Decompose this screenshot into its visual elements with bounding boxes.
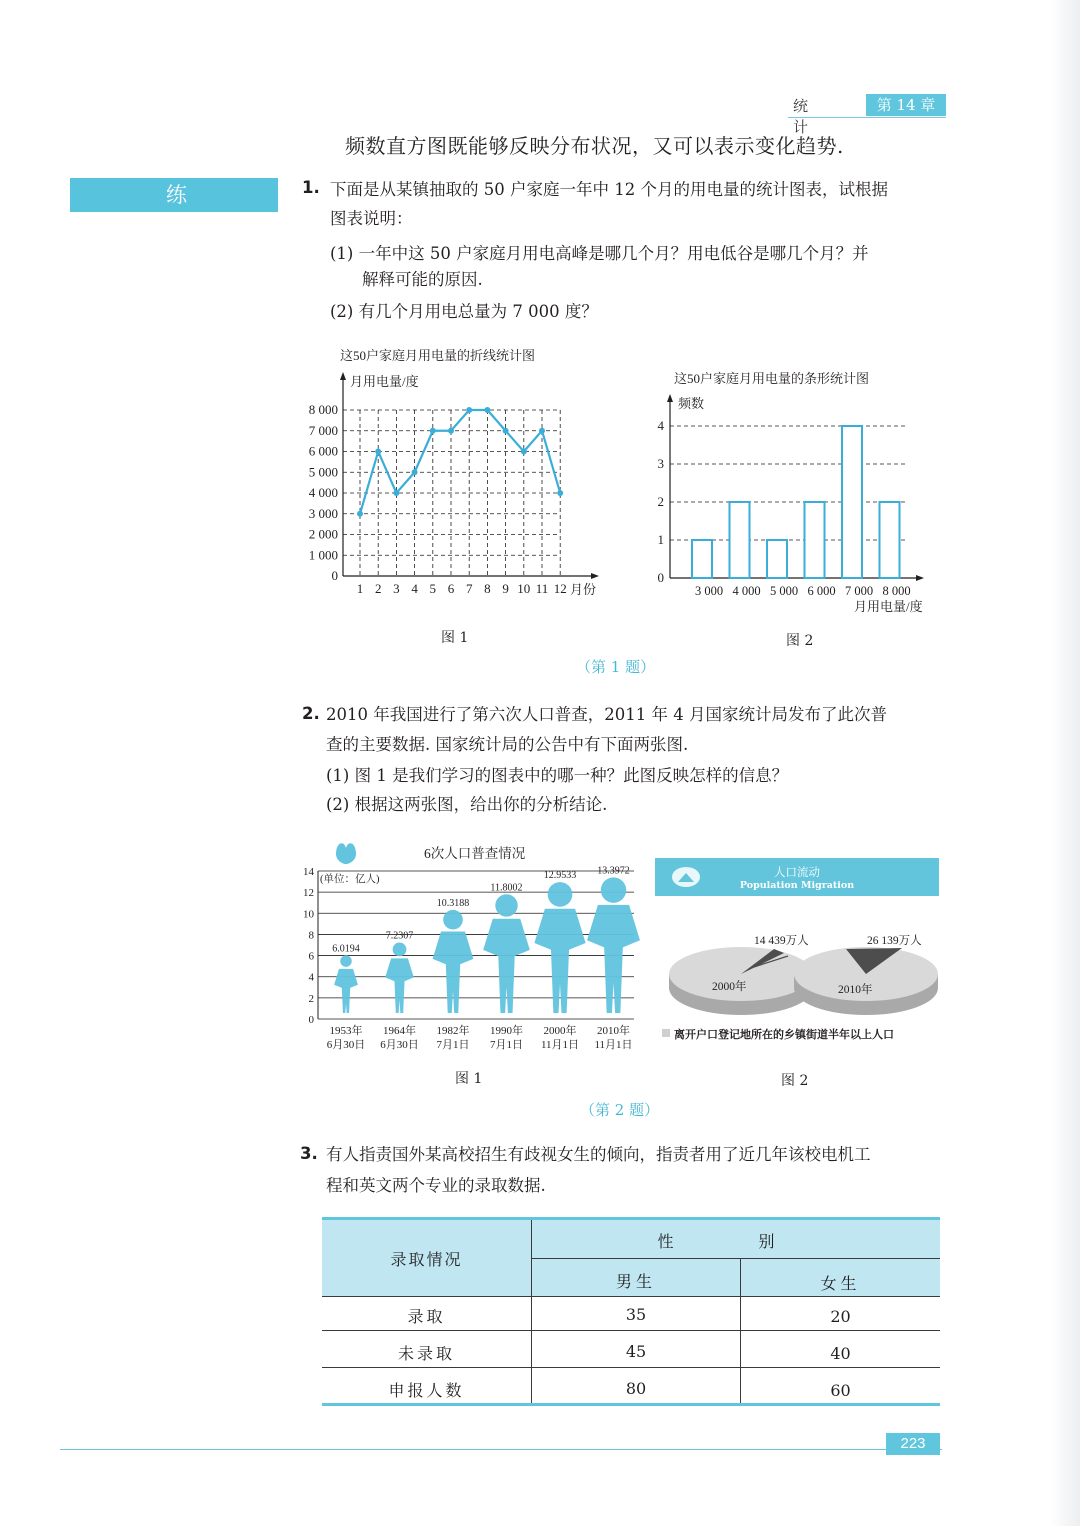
census-value-label: 11.8002 bbox=[490, 882, 523, 894]
census-y-tick-label: 10 bbox=[303, 908, 314, 921]
header-section: 统 计 bbox=[793, 97, 835, 136]
page-edge-shade bbox=[1050, 0, 1080, 1526]
q3-text-line1: 有人指责国外某高校招生有歧视女生的倾向，指责者用了近几年该校电机工 bbox=[326, 1145, 871, 1164]
line-y-tick-label: 5 000 bbox=[308, 464, 338, 480]
census-y-tick-label: 2 bbox=[308, 992, 314, 1005]
census-person-figure bbox=[334, 955, 358, 1013]
q2-fig2-caption: 图 2 bbox=[781, 1073, 809, 1089]
census-y-tick-label: 12 bbox=[303, 887, 314, 900]
census-x-label-date: 11月1日 bbox=[594, 1039, 633, 1051]
census-figure-head bbox=[601, 877, 626, 902]
census-figure-head bbox=[443, 910, 463, 930]
line-point bbox=[466, 407, 472, 413]
census-y-tick-label: 8 bbox=[308, 929, 314, 942]
bar-chart-title: 这50户家庭月用电量的条形统计图 bbox=[674, 371, 870, 386]
q1-number: 1. bbox=[302, 178, 320, 197]
bar-x-arrow bbox=[916, 575, 924, 581]
line-series bbox=[360, 410, 560, 514]
migration-legend-swatch bbox=[662, 1029, 670, 1037]
line-point bbox=[430, 428, 436, 434]
census-figure-body bbox=[483, 919, 530, 1013]
census-x-label-date: 7月1日 bbox=[436, 1039, 470, 1051]
bar bbox=[767, 540, 787, 578]
census-x-label-date: 11月1日 bbox=[540, 1039, 580, 1051]
line-x-tick-label: 6 bbox=[447, 581, 455, 596]
census-x-label-year: 2010年 bbox=[597, 1025, 630, 1037]
table-cell: 20 bbox=[830, 1307, 851, 1326]
bar-y-tick-label: 2 bbox=[657, 494, 664, 509]
census-figure-body bbox=[385, 958, 414, 1013]
migration-year-2000: 2000年 bbox=[712, 981, 747, 993]
bar-x-tick-label: 5 000 bbox=[769, 584, 799, 598]
line-point bbox=[357, 511, 363, 517]
q1-fig2-caption: 图 2 bbox=[786, 633, 814, 649]
census-figure-head bbox=[393, 943, 407, 957]
footer-rule bbox=[60, 1449, 942, 1450]
census-figure-body bbox=[587, 905, 640, 1013]
q1-sub1-line1: (1) 一年中这 50 户家庭月用电高峰是哪几个月？用电低谷是哪几个月？并 bbox=[330, 244, 869, 263]
migration-year-2010: 2010年 bbox=[838, 984, 873, 996]
census-y-tick-label: 0 bbox=[308, 1014, 314, 1026]
q2-number: 2. bbox=[302, 704, 320, 723]
bar-x-tick-label: 6 000 bbox=[807, 584, 836, 598]
line-y-tick-label: 7 000 bbox=[308, 422, 338, 438]
bar-x-tick-label: 7 000 bbox=[844, 584, 874, 598]
q3-text-line2: 程和英文两个专业的录取数据. bbox=[326, 1176, 546, 1195]
table-cell: 60 bbox=[830, 1381, 851, 1400]
bar-y-tick-label: 1 bbox=[657, 532, 664, 547]
table-col-male: 男生 bbox=[615, 1272, 656, 1291]
q1-text-line1: 下面是从某镇抽取的 50 户家庭一年中 12 个月的用电量的统计图表，试根据 bbox=[330, 180, 888, 199]
census-person-figure bbox=[587, 877, 640, 1013]
census-person-figure bbox=[534, 882, 585, 1013]
table-group-header: 性 别 bbox=[657, 1232, 815, 1251]
q1-caption: （第 1 题） bbox=[576, 658, 656, 676]
table-cell: 45 bbox=[625, 1342, 647, 1361]
bar bbox=[730, 502, 750, 578]
bar bbox=[880, 502, 900, 578]
q2-sub2: (2) 根据这两张图，给出你的分析结论. bbox=[326, 795, 608, 814]
census-x-label-year: 1990年 bbox=[490, 1025, 523, 1037]
line-x-tick-label: 1 bbox=[356, 581, 364, 596]
q2-caption: （第 2 题） bbox=[580, 1101, 660, 1119]
lead-text: 频数直方图既能够反映分布状况，又可以表示变化趋势. bbox=[345, 134, 844, 158]
migration-legend: 离开户口登记地所在的乡镇街道半年以上人口 bbox=[674, 1029, 894, 1040]
census-value-label: 10.3188 bbox=[436, 897, 470, 909]
census-title: 6次人口普查情况 bbox=[424, 846, 526, 861]
line-x-tick-label: 7 bbox=[465, 581, 473, 596]
migration-title-cn: 人口流动 bbox=[774, 865, 820, 879]
line-point bbox=[521, 449, 527, 455]
census-x-label-date: 6月30日 bbox=[380, 1039, 419, 1051]
table-cell: 35 bbox=[625, 1305, 647, 1324]
census-x-label-date: 7月1日 bbox=[490, 1039, 523, 1051]
line-x-tick-label: 9 bbox=[502, 581, 509, 596]
migration-banner bbox=[655, 858, 939, 896]
bar-chart bbox=[630, 362, 948, 622]
q1-sub1-line2: 解释可能的原因. bbox=[362, 270, 483, 289]
line-point bbox=[557, 490, 563, 496]
line-x-tick-label: 5 bbox=[429, 581, 437, 596]
line-x-arrow bbox=[591, 573, 599, 579]
census-figure-head bbox=[340, 955, 351, 966]
census-y-tick-label: 14 bbox=[303, 866, 314, 878]
q2-fig1-caption: 图 1 bbox=[455, 1071, 483, 1087]
census-unit: (单位：亿人) bbox=[320, 874, 380, 885]
table-row-label: 申报人数 bbox=[388, 1381, 465, 1400]
census-x-label-year: 1964年 bbox=[383, 1025, 416, 1037]
census-chart bbox=[298, 836, 644, 1058]
q2-text-line2: 查的主要数据. 国家统计局的公告中有下面两张图. bbox=[326, 735, 689, 754]
census-value-label: 7.2307 bbox=[385, 930, 414, 942]
bar bbox=[692, 540, 712, 578]
migration-2010-value: 26 139万人 bbox=[867, 935, 922, 947]
line-x-tick-label: 11 bbox=[535, 581, 549, 596]
bar-y-tick-label: 4 bbox=[657, 418, 664, 433]
line-point bbox=[448, 428, 454, 434]
pie-2010 bbox=[794, 947, 938, 1015]
q1-fig1-caption: 图 1 bbox=[441, 630, 469, 646]
line-chart-xlabel: 月份 bbox=[570, 582, 597, 597]
census-x-label-year: 2000年 bbox=[543, 1025, 577, 1037]
bar-y-tick-label: 3 bbox=[657, 456, 664, 471]
bar bbox=[805, 502, 825, 578]
migration-2000-value: 14 439万人 bbox=[754, 935, 809, 947]
line-y-tick-label: 3 000 bbox=[308, 505, 338, 521]
census-figure-body bbox=[334, 969, 358, 1013]
q1-sub2: (2) 有几个月用电总量为 7 000 度？ bbox=[330, 302, 598, 321]
census-figure-head bbox=[548, 882, 573, 907]
census-x-label-year: 1953年 bbox=[329, 1025, 363, 1037]
bar-x-tick-label: 8 000 bbox=[882, 584, 911, 598]
census-figure-head bbox=[495, 894, 517, 916]
line-y-tick-label: 4 000 bbox=[308, 485, 338, 500]
q2-text-line1: 2010 年我国进行了第六次人口普查，2011 年 4 月国家统计局发布了此次普 bbox=[326, 705, 887, 724]
line-point bbox=[375, 449, 381, 455]
census-person-figure bbox=[385, 943, 414, 1013]
line-x-tick-label: 2 bbox=[374, 581, 382, 596]
header-chapter: 第 14 章 bbox=[866, 94, 946, 116]
table-row-label: 未录取 bbox=[397, 1344, 455, 1363]
line-point bbox=[393, 490, 399, 496]
header-rule bbox=[788, 117, 946, 118]
table-row-label: 录取 bbox=[407, 1307, 446, 1326]
line-x-tick-label: 8 bbox=[484, 581, 491, 596]
census-value-label: 13.3972 bbox=[597, 865, 630, 877]
table-cell: 40 bbox=[830, 1344, 851, 1363]
census-x-label-date: 6月30日 bbox=[326, 1039, 366, 1051]
line-x-tick-label: 3 bbox=[393, 581, 400, 596]
bar bbox=[842, 426, 862, 578]
line-y-tick-label: 1 000 bbox=[308, 547, 338, 563]
bar-x-tick-label: 4 000 bbox=[732, 584, 761, 598]
census-y-tick-label: 6 bbox=[308, 950, 314, 963]
line-chart-ylabel: 月用电量/度 bbox=[350, 374, 419, 389]
census-value-label: 6.0194 bbox=[332, 943, 360, 955]
line-x-tick-label: 10 bbox=[517, 581, 531, 596]
census-person-figure bbox=[483, 894, 530, 1013]
line-point bbox=[412, 469, 418, 475]
q1-text-line2: 图表说明： bbox=[330, 209, 413, 228]
migration-title-en: Population Migration bbox=[739, 880, 855, 891]
page-number: 223 bbox=[886, 1433, 940, 1455]
table-corner: 录取情况 bbox=[390, 1250, 463, 1269]
line-y-tick-label: 0 bbox=[331, 568, 338, 583]
bar-chart-xlabel: 月用电量/度 bbox=[854, 599, 923, 614]
line-x-tick-label: 12 bbox=[553, 581, 567, 596]
bar-x-tick-label: 3 000 bbox=[694, 584, 724, 598]
line-y-tick-label: 2 000 bbox=[308, 526, 338, 542]
bar-y-tick-label: 0 bbox=[657, 570, 664, 585]
line-point bbox=[539, 428, 545, 434]
admission-table bbox=[322, 1217, 940, 1407]
line-chart-title: 这50户家庭月用电量的折线统计图 bbox=[340, 348, 536, 363]
table-col-female: 女生 bbox=[820, 1274, 861, 1293]
census-figure-body bbox=[534, 909, 585, 1013]
census-value-label: 12.9533 bbox=[543, 870, 577, 882]
census-figure-body bbox=[433, 932, 474, 1013]
line-point bbox=[503, 428, 509, 434]
line-point bbox=[484, 407, 490, 413]
census-x-label-year: 1982年 bbox=[436, 1025, 470, 1037]
practice-tag bbox=[70, 178, 278, 241]
table-cell: 80 bbox=[625, 1379, 647, 1398]
census-y-tick-label: 4 bbox=[308, 971, 314, 984]
line-y-tick-label: 6 000 bbox=[308, 443, 338, 459]
line-chart bbox=[296, 342, 616, 610]
q3-number: 3. bbox=[300, 1144, 318, 1163]
census-logo-icon bbox=[336, 843, 356, 864]
q2-sub1: (1) 图 1 是我们学习的图表中的哪一种？此图反映怎样的信息？ bbox=[326, 766, 789, 785]
line-y-tick-label: 8 000 bbox=[308, 402, 338, 417]
practice-tag-label: 练 习 bbox=[166, 183, 223, 241]
line-x-tick-label: 4 bbox=[411, 581, 418, 596]
bar-chart-ylabel: 频数 bbox=[678, 396, 705, 411]
migration-pies bbox=[656, 928, 946, 1040]
